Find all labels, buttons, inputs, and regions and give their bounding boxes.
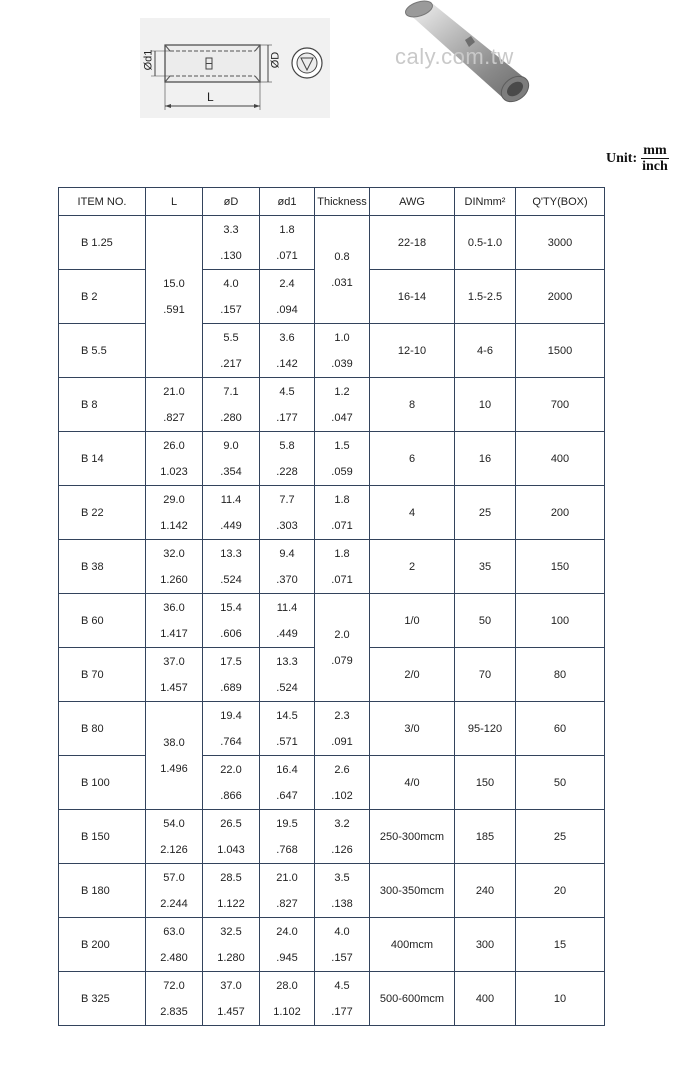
item-no: B 8: [59, 378, 146, 432]
value-mm: 72.0: [163, 979, 185, 992]
cell-thickness: [315, 486, 370, 540]
value-mm: 13.3: [220, 547, 242, 560]
value-inch: .827: [163, 411, 185, 424]
table-row: [59, 540, 605, 594]
cell-awg: 3/0: [370, 702, 455, 756]
value-mm: 63.0: [163, 925, 185, 938]
value-mm: 4.5: [334, 979, 350, 992]
header-L: L: [146, 188, 203, 216]
value-inch: .091: [331, 735, 353, 748]
value-mm: 9.4: [279, 547, 295, 560]
cell-awg: 2/0: [370, 648, 455, 702]
value-inch: .571: [276, 735, 298, 748]
cell-din: 240: [455, 864, 516, 918]
table-row: [59, 810, 605, 864]
value-mm: 24.0: [276, 925, 298, 938]
table-row: [59, 864, 605, 918]
cell-qty: 2000: [516, 270, 605, 324]
value-mm: 5.5: [223, 331, 239, 344]
value-mm: 7.7: [279, 493, 295, 506]
cell-L: [146, 972, 203, 1026]
value-mm: 1.2: [334, 385, 350, 398]
value-inch: 1.102: [273, 1005, 301, 1018]
value-inch: .524: [276, 681, 298, 694]
cell-L: [146, 486, 203, 540]
value-mm: 11.4: [220, 493, 242, 506]
item-no: B 325: [59, 972, 146, 1026]
cell-din: 400: [455, 972, 516, 1026]
unit-numerator: mm: [643, 143, 667, 158]
item-no: B 150: [59, 810, 146, 864]
item-no: B 1.25: [59, 216, 146, 270]
cell-qty: 50: [516, 756, 605, 810]
spec-table: [58, 187, 605, 1026]
value-mm: 11.4: [276, 601, 298, 614]
cell-qty: 25: [516, 810, 605, 864]
value-inch: 2.835: [160, 1005, 188, 1018]
cell-D: [203, 270, 260, 324]
value-mm: 2.3: [334, 709, 350, 722]
cell-din: 50: [455, 594, 516, 648]
cell-d1: [260, 270, 315, 324]
value-mm: 5.8: [279, 439, 295, 452]
value-inch: .370: [276, 573, 298, 586]
value-inch: .094: [276, 303, 298, 316]
value-inch: 1.457: [160, 681, 188, 694]
table-row: [59, 918, 605, 972]
value-mm: 4.0: [223, 277, 239, 290]
cell-din: 35: [455, 540, 516, 594]
cell-din: 70: [455, 648, 516, 702]
cell-D: [203, 378, 260, 432]
cell-D: [203, 216, 260, 270]
value-inch: .177: [331, 1005, 353, 1018]
table-row: [59, 486, 605, 540]
cell-d1: [260, 594, 315, 648]
value-mm: 1.0: [334, 331, 350, 344]
cell-din: 300: [455, 918, 516, 972]
value-inch: .945: [276, 951, 298, 964]
table-row: [59, 972, 605, 1026]
table-row: [59, 594, 605, 648]
item-no: B 200: [59, 918, 146, 972]
table-row: [59, 756, 605, 810]
header-thickness: Thickness: [315, 188, 370, 216]
unit-fraction: [640, 143, 670, 174]
value-mm: 1.8: [334, 493, 350, 506]
cell-qty: 1500: [516, 324, 605, 378]
cell-awg: 1/0: [370, 594, 455, 648]
value-inch: .047: [331, 411, 353, 424]
cell-D: [203, 594, 260, 648]
cell-L: [146, 810, 203, 864]
value-mm: 3.2: [334, 817, 350, 830]
cell-qty: 3000: [516, 216, 605, 270]
value-mm: 0.8: [334, 250, 350, 263]
value-inch: .102: [331, 789, 353, 802]
value-inch: .039: [331, 357, 353, 370]
value-inch: 1.043: [217, 843, 245, 856]
value-mm: 3.3: [223, 223, 239, 236]
cell-thickness: [315, 540, 370, 594]
cell-awg: 4: [370, 486, 455, 540]
value-mm: 19.5: [276, 817, 298, 830]
cell-awg: 250-300mcm: [370, 810, 455, 864]
value-inch: 1.496: [160, 762, 188, 775]
value-mm: 21.0: [276, 871, 298, 884]
value-inch: .079: [331, 654, 353, 667]
value-inch: .228: [276, 465, 298, 478]
value-inch: .303: [276, 519, 298, 532]
cell-D: [203, 864, 260, 918]
table-row: [59, 702, 605, 756]
header-item-no: ITEM NO.: [59, 188, 146, 216]
cell-d1: [260, 540, 315, 594]
cell-thickness: [315, 594, 370, 702]
value-inch: .157: [220, 303, 242, 316]
cell-thickness: [315, 918, 370, 972]
value-inch: .768: [276, 843, 298, 856]
value-mm: 21.0: [163, 385, 185, 398]
cell-awg: 16-14: [370, 270, 455, 324]
cell-D: [203, 324, 260, 378]
value-inch: 2.480: [160, 951, 188, 964]
value-inch: .071: [276, 249, 298, 262]
value-mm: 22.0: [220, 763, 242, 776]
cell-D: [203, 918, 260, 972]
cell-awg: 8: [370, 378, 455, 432]
value-mm: 29.0: [163, 493, 185, 506]
cell-d1: [260, 324, 315, 378]
value-inch: .764: [220, 735, 242, 748]
value-mm: 2.4: [279, 277, 295, 290]
cell-D: [203, 432, 260, 486]
item-no: B 5.5: [59, 324, 146, 378]
cell-thickness: [315, 810, 370, 864]
value-inch: 1.260: [160, 573, 188, 586]
value-mm: 3.5: [334, 871, 350, 884]
value-mm: 15.0: [163, 277, 185, 290]
item-no: B 70: [59, 648, 146, 702]
value-inch: .177: [276, 411, 298, 424]
cell-d1: [260, 810, 315, 864]
value-mm: 9.0: [223, 439, 239, 452]
cell-awg: 22-18: [370, 216, 455, 270]
value-mm: 3.6: [279, 331, 295, 344]
item-no: B 180: [59, 864, 146, 918]
cell-D: [203, 648, 260, 702]
value-mm: 1.8: [279, 223, 295, 236]
cell-din: 10: [455, 378, 516, 432]
cell-qty: 400: [516, 432, 605, 486]
cell-L: [146, 918, 203, 972]
value-inch: .142: [276, 357, 298, 370]
value-inch: .827: [276, 897, 298, 910]
value-inch: .059: [331, 465, 353, 478]
cell-d1: [260, 486, 315, 540]
value-mm: 28.5: [220, 871, 242, 884]
unit-label: [606, 143, 670, 174]
cell-awg: 2: [370, 540, 455, 594]
value-inch: 1.457: [217, 1005, 245, 1018]
value-inch: .689: [220, 681, 242, 694]
value-mm: 37.0: [163, 655, 185, 668]
cell-d1: [260, 756, 315, 810]
table-row: [59, 378, 605, 432]
cell-din: 95-120: [455, 702, 516, 756]
cell-qty: 700: [516, 378, 605, 432]
value-mm: 32.5: [220, 925, 242, 938]
cell-qty: 100: [516, 594, 605, 648]
value-inch: .138: [331, 897, 353, 910]
item-no: B 22: [59, 486, 146, 540]
cell-D: [203, 702, 260, 756]
cell-awg: 6: [370, 432, 455, 486]
value-mm: 15.4: [220, 601, 242, 614]
cell-awg: 12-10: [370, 324, 455, 378]
connector-diagram: [140, 18, 330, 118]
item-no: B 80: [59, 702, 146, 756]
cell-L: [146, 216, 203, 378]
header-qty: Q'TY(BOX): [516, 188, 605, 216]
value-inch: .157: [331, 951, 353, 964]
value-inch: .130: [220, 249, 242, 262]
cell-d1: [260, 648, 315, 702]
cell-D: [203, 756, 260, 810]
cell-qty: 60: [516, 702, 605, 756]
cell-L: [146, 702, 203, 810]
value-mm: 19.4: [220, 709, 242, 722]
cell-L: [146, 864, 203, 918]
cell-d1: [260, 918, 315, 972]
table-header-row: [59, 188, 605, 216]
watermark-text: caly.com.tw: [395, 44, 514, 69]
value-mm: 38.0: [163, 736, 185, 749]
cell-awg: 300-350mcm: [370, 864, 455, 918]
value-inch: .591: [163, 303, 185, 316]
value-inch: .449: [220, 519, 242, 532]
cell-thickness: [315, 216, 370, 324]
cell-d1: [260, 216, 315, 270]
cell-din: 150: [455, 756, 516, 810]
value-mm: 17.5: [220, 655, 242, 668]
value-inch: 1.023: [160, 465, 188, 478]
item-no: B 2: [59, 270, 146, 324]
D-label: ØD: [269, 51, 282, 69]
L-label: L: [207, 90, 214, 104]
value-inch: .071: [331, 573, 353, 586]
cell-thickness: [315, 378, 370, 432]
cell-din: 185: [455, 810, 516, 864]
value-inch: .280: [220, 411, 242, 424]
cell-d1: [260, 864, 315, 918]
value-mm: 1.8: [334, 547, 350, 560]
value-mm: 36.0: [163, 601, 185, 614]
value-mm: 13.3: [276, 655, 298, 668]
cell-qty: 15: [516, 918, 605, 972]
value-mm: 7.1: [223, 385, 239, 398]
cell-D: [203, 810, 260, 864]
header-awg: AWG: [370, 188, 455, 216]
header-d1: ød1: [260, 188, 315, 216]
value-mm: 57.0: [163, 871, 185, 884]
cell-d1: [260, 432, 315, 486]
cell-awg: 400mcm: [370, 918, 455, 972]
value-inch: .449: [276, 627, 298, 640]
header-D: øD: [203, 188, 260, 216]
cell-thickness: [315, 864, 370, 918]
cell-L: [146, 540, 203, 594]
cell-qty: 150: [516, 540, 605, 594]
value-mm: 16.4: [276, 763, 298, 776]
item-no: B 38: [59, 540, 146, 594]
cell-thickness: [315, 702, 370, 756]
cell-din: 16: [455, 432, 516, 486]
item-no: B 100: [59, 756, 146, 810]
value-inch: 1.417: [160, 627, 188, 640]
cell-d1: [260, 702, 315, 756]
table-row: [59, 216, 605, 270]
cell-thickness: [315, 432, 370, 486]
cell-d1: [260, 972, 315, 1026]
cell-din: 0.5-1.0: [455, 216, 516, 270]
cell-awg: 4/0: [370, 756, 455, 810]
cell-din: 4-6: [455, 324, 516, 378]
value-mm: 28.0: [276, 979, 298, 992]
cell-L: [146, 432, 203, 486]
cell-L: [146, 378, 203, 432]
table-row: [59, 324, 605, 378]
value-inch: .606: [220, 627, 242, 640]
cell-din: 25: [455, 486, 516, 540]
value-inch: .647: [276, 789, 298, 802]
value-mm: 1.5: [334, 439, 350, 452]
cell-qty: 200: [516, 486, 605, 540]
cell-qty: 80: [516, 648, 605, 702]
value-mm: 32.0: [163, 547, 185, 560]
value-inch: .031: [331, 276, 353, 289]
value-inch: 1.142: [160, 519, 188, 532]
unit-prefix: Unit:: [606, 150, 638, 166]
value-inch: 2.244: [160, 897, 188, 910]
cell-D: [203, 972, 260, 1026]
cell-qty: 10: [516, 972, 605, 1026]
cell-D: [203, 486, 260, 540]
value-mm: 26.5: [220, 817, 242, 830]
value-mm: 2.0: [334, 628, 350, 641]
cell-awg: 500-600mcm: [370, 972, 455, 1026]
value-mm: 4.5: [279, 385, 295, 398]
value-inch: .071: [331, 519, 353, 532]
cell-L: [146, 594, 203, 648]
value-inch: .217: [220, 357, 242, 370]
value-inch: .866: [220, 789, 242, 802]
value-mm: 2.6: [334, 763, 350, 776]
value-inch: 1.122: [217, 897, 245, 910]
cell-qty: 20: [516, 864, 605, 918]
value-inch: 1.280: [217, 951, 245, 964]
cell-d1: [260, 378, 315, 432]
item-no: B 60: [59, 594, 146, 648]
cell-thickness: [315, 324, 370, 378]
cell-thickness: [315, 756, 370, 810]
unit-denominator: inch: [642, 159, 668, 174]
cell-din: 1.5-2.5: [455, 270, 516, 324]
header-din: DINmm²: [455, 188, 516, 216]
table-row: [59, 432, 605, 486]
value-inch: .524: [220, 573, 242, 586]
cell-L: [146, 648, 203, 702]
value-inch: .354: [220, 465, 242, 478]
cell-thickness: [315, 972, 370, 1026]
value-mm: 54.0: [163, 817, 185, 830]
value-mm: 26.0: [163, 439, 185, 452]
value-mm: 37.0: [220, 979, 242, 992]
cell-D: [203, 540, 260, 594]
value-inch: 2.126: [160, 843, 188, 856]
d1-label: Ød1: [142, 49, 155, 71]
value-mm: 14.5: [276, 709, 298, 722]
value-mm: 4.0: [334, 925, 350, 938]
item-no: B 14: [59, 432, 146, 486]
value-inch: .126: [331, 843, 353, 856]
